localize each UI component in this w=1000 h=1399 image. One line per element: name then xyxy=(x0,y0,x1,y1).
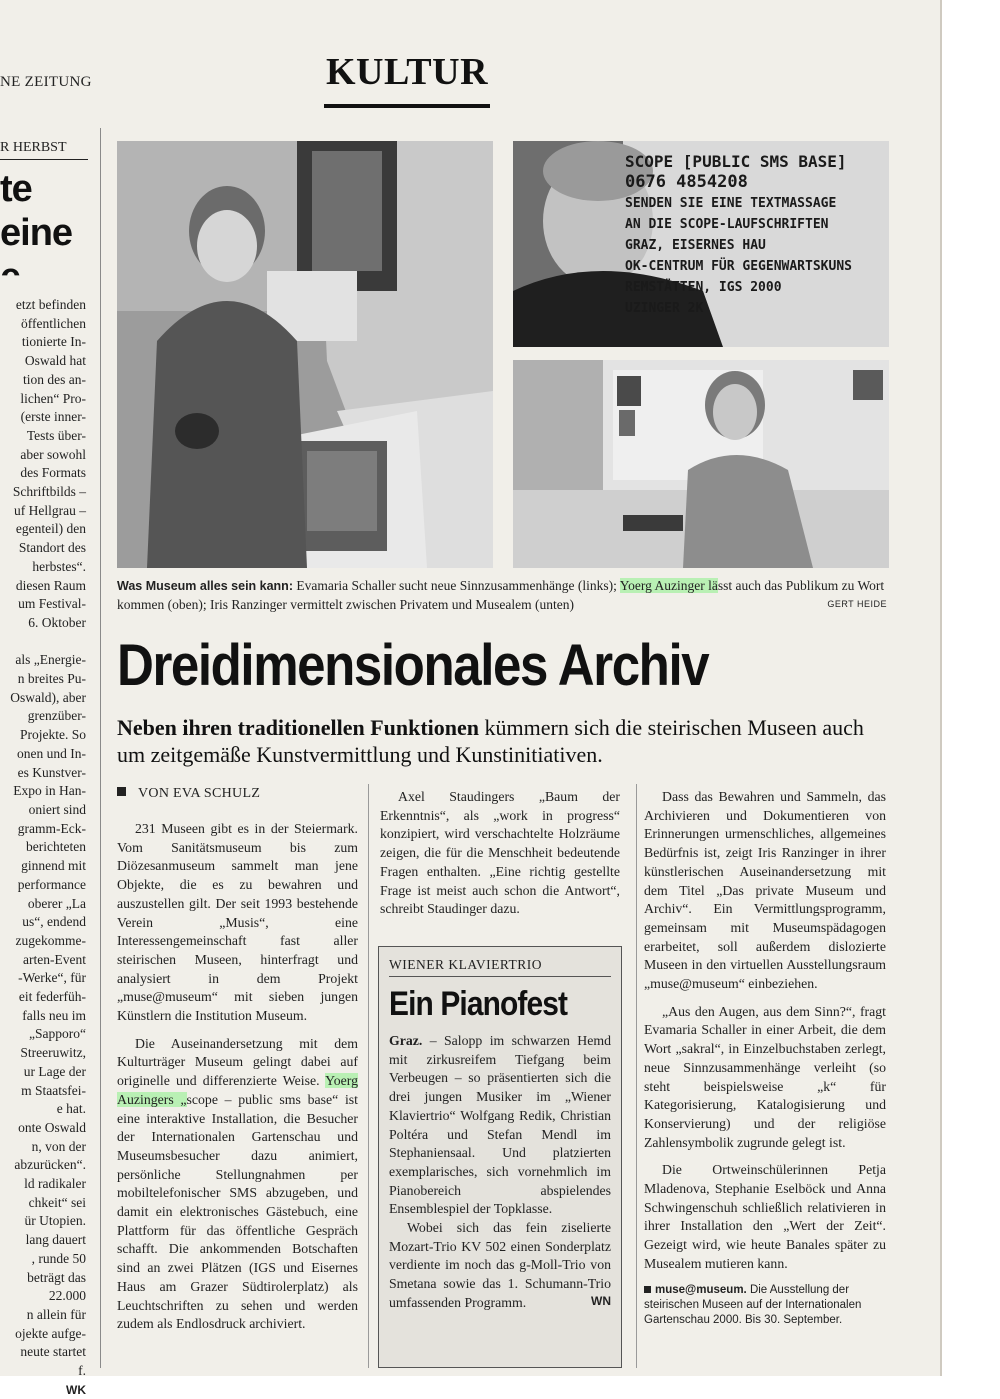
left-column-line: herbstes“. xyxy=(32,558,86,574)
left-column-line: ld radikaler xyxy=(24,1176,86,1192)
photo-iris-ranzinger xyxy=(513,360,889,568)
left-column-line: ojekte aufge- xyxy=(15,1325,86,1341)
left-column-line: n allein für xyxy=(26,1306,86,1322)
left-column-line: 6. Oktober xyxy=(28,614,86,630)
caption-highlight: Yoerg Auzinger lä xyxy=(619,578,718,593)
paragraph-text: Die Auseinandersetzung mit dem Kulturträger Museum gelingt dabei auf originelle und differenzierte Weise. xyxy=(117,1035,358,1089)
left-column-line: als „Energie- xyxy=(15,652,86,668)
caption-text: sst auch das Publikum zu Wort kommen (oben); Iris Ranzinger vermittelt zwischen Privatem und Musealem (unten) xyxy=(117,578,885,612)
column-divider xyxy=(368,784,369,1368)
byline xyxy=(117,786,260,802)
left-column-line: beträgt das xyxy=(27,1269,86,1285)
paragraph-text: scope – public sms base“ ist eine interaktive Installation, die Besucher der Internationalen Gartenschau und Museumsbesucher dazu animiert, persönliche Stellungnahmen per mobiltelefonischer SMS abzugeben, und damit ein elektronisches Gästebuch, eine Plattform für das öffentliche Gespräch schafft. Die ankommenden Botschaften sind an zwei Plätzen (IGS und Eisernes Haus am Grazer Südtirolerplatz) als Leuchtschriften zu sehen und werden zudem als Endlosdruck archiviert. xyxy=(117,1091,358,1332)
left-column-line: falls neu im xyxy=(22,1007,86,1023)
left-column-line: 22.000 xyxy=(48,1288,86,1304)
note-bold: muse@museum. xyxy=(655,1283,747,1296)
box-kicker: WIENER KLAVIERTRIO xyxy=(389,957,611,977)
left-column-line: uf Hellgrau – xyxy=(14,502,86,518)
byline-square-icon xyxy=(117,787,126,796)
sidebar-box xyxy=(378,946,622,1368)
left-column-line: Projekte. So xyxy=(20,727,86,743)
left-column-line: zugekomme- xyxy=(15,932,86,948)
sign-line: OK-CENTRUM FÜR GEGENWARTSKUNS xyxy=(625,259,852,274)
left-column-line: Streeruwitz, xyxy=(20,1045,86,1061)
caption-lead: Was Museum alles sein kann: xyxy=(117,579,293,593)
highlighted-text: Yoerg Auzingers „ xyxy=(117,1073,358,1107)
article-headline: Dreidimensionales Archiv xyxy=(117,633,709,698)
left-column-line: um Festival- xyxy=(18,596,86,612)
left-column-line: performance xyxy=(17,876,86,892)
photo-credit: GERT HEIDE xyxy=(827,599,887,609)
column-divider xyxy=(100,128,101,1368)
left-column-line: n breites Pu- xyxy=(17,671,86,687)
left-column-line: diesen Raum xyxy=(15,577,86,593)
note-square-icon xyxy=(644,1286,651,1293)
section-title: KULTUR xyxy=(325,51,489,93)
page-edge xyxy=(940,0,942,1376)
sign-line: UZINGER 2K xyxy=(625,301,704,316)
left-column-line: eit federfüh- xyxy=(18,989,86,1005)
left-column-line: onte Oswald xyxy=(18,1119,86,1135)
left-column-line: „Sapporo“ xyxy=(29,1026,86,1042)
left-column-line: lang dauert xyxy=(25,1232,86,1248)
photo-evamaria-schaller xyxy=(117,141,493,568)
left-column-line xyxy=(0,633,86,652)
sign-line: REMSTÄTTEN, IGS 2000 xyxy=(625,280,782,295)
deck-bold: Neben ihren traditionellen Funktionen xyxy=(117,715,480,740)
left-column-header: R HERBST xyxy=(0,140,88,160)
left-column-line: (erste inner- xyxy=(20,409,86,425)
sign-line: GRAZ, EISERNES HAU xyxy=(625,238,766,253)
left-column-line: , runde 50 xyxy=(31,1250,86,1266)
left-column-line: oberer „La xyxy=(27,895,86,911)
paragraph: „Aus den Augen, aus dem Sinn?“, fragt Evamaria Schaller in einer Arbeit, die dem Wort „sakral“, in Einzelbuchstaben zerlegt, neue Sinnzusammenhänge verleiht (so steht beispielsweise „k“ für Kategorisierung, Katalogisierung und Konservierung) und der religiöse Zahlensymbolik zugrunde gelegt ist. xyxy=(644,1003,886,1150)
paragraph: 231 Museen gibt es in der Steiermark. Vom Sanitätsmuseum bis zum Diözesanmuseum sammelt man jene Objekte, die es zu bewahren und auszustellen gilt. Der seit 1993 bestehende Verein „Musis“, eine Interessengemeinschaft fast aller steirischen Museen, hinterfragt und analysiert in dem Projekt „muse@museum“ mit sieben jungen Künstlern die Institution Museum. xyxy=(117,821,358,1024)
left-column-line: Schriftbilds – xyxy=(12,484,86,500)
left-column-line: es Kunstver- xyxy=(17,764,86,780)
left-column-line: n, von der xyxy=(31,1138,86,1154)
sign-text xyxy=(625,151,887,319)
left-column-line: oniert sind xyxy=(28,801,86,817)
article-column-2 xyxy=(380,788,620,928)
left-column-line: des Formats xyxy=(20,465,86,481)
left-headline-line: te xyxy=(0,168,32,210)
left-column-line: -Werke“, für xyxy=(18,970,86,986)
left-column-line: neute startet xyxy=(20,1344,86,1360)
left-column-line: onen und In- xyxy=(17,745,86,761)
caption-text: Evamaria Schaller sucht neue Sinnzusammenhänge (links); xyxy=(292,578,620,593)
box-text xyxy=(389,1032,611,1313)
left-column-line: egenteil) den xyxy=(15,521,86,537)
left-column-line: m Staatsfei- xyxy=(21,1082,86,1098)
section-rule xyxy=(324,104,490,108)
left-column-line: ur Lage der xyxy=(23,1063,86,1079)
left-column-line: chkeit“ sei xyxy=(28,1194,86,1210)
box-signature: WN xyxy=(591,1293,611,1308)
left-column-line: berichteten xyxy=(26,839,86,855)
left-column-line: f. xyxy=(78,1363,86,1379)
left-column-line: lichen“ Pro- xyxy=(20,390,86,406)
paragraph: Dass das Bewahren und Sammeln, das Archivieren und Dokumentieren von Erinnerungen urmenschliches, allgemeines Bedürfnis ist, zeigt Iris Ranzinger in ihrer künstlerischen Auseinandersetzung mit dem Titel „Das private Museum und Archiv“. Ein Vermittlungsprogramm, gemeinsam mit Museumspädagogen erarbeitet, soll außerdem dislozierte Museen in den virtuellen Ausstellungsraum „muse@museum“ einbeziehen. xyxy=(644,789,886,992)
left-column-line: grenzüber- xyxy=(27,708,86,724)
left-column-line: arten-Event xyxy=(23,951,86,967)
box-title: Ein Pianofest xyxy=(389,985,568,1023)
deck-text: kümmern sich die steirischen Museen auch um zeitgemäße Kunstvermittlung und Kunstinitiativen. xyxy=(117,715,864,767)
article-column-1 xyxy=(117,820,358,1343)
note-text: Die Ausstellung der steirischen Museen auf der Internationalen Gartenschau 2000. Bis 30. September. xyxy=(644,1283,862,1326)
paragraph: Die Ortweinschülerinnen Petja Mladenova, Stephanie Eselböck und Anna Schwingenschuh schließlich relativieren in ihrer Installation den „Wert der Zeit“. Gezeigt wird, wie heute Banales später zu Musealem mutieren kann. xyxy=(644,1162,886,1271)
left-column-line: abzurücken“. xyxy=(14,1157,86,1173)
left-column-line: Tests über- xyxy=(26,427,86,443)
left-column-line: Oswald), aber xyxy=(10,689,86,705)
left-column-line: aber sowohl xyxy=(20,446,86,462)
sign-line: SCOPE [PUBLIC SMS BASE] xyxy=(625,152,847,171)
dateline: Graz. xyxy=(389,1033,423,1048)
left-column-signature: WK xyxy=(66,1382,86,1397)
left-column-line: Standort des xyxy=(18,540,86,556)
paragraph-text: – Salopp im schwarzen Hemd mit zirkusreifem Tiefgang beim Verbeugen – so präsentierten sich die drei jungen Musiker im „Wiener Klaviertrio“ Wolfgang Redik, Christian Poltéra und Stefan Mendl im Stephaniensaal. Und platzierten exemplarisches, sich vornehmlich im Pianobereich abspielendes Ensemblespiel der Topklasse. xyxy=(389,1033,611,1217)
article-deck xyxy=(117,714,877,768)
masthead: NE ZEITUNG xyxy=(0,74,92,90)
left-column-line: Oswald hat xyxy=(24,353,86,369)
left-column-line: öffentlichen xyxy=(21,315,86,331)
byline-text: VON EVA SCHULZ xyxy=(138,786,261,801)
photo-yoerg-auzinger xyxy=(513,141,889,347)
left-column-line: e hat. xyxy=(56,1101,86,1117)
paragraph: Axel Staudingers „Baum der Erkenntnis“, als „work in progress“ konzipiert, wird verschachtelte Holzräume zeigen, die für die Menschheit bedeutende Fragen enthalten. „Eine richtig gestellte Frage ist meist auch schon die Antwort“, schreibt Staudinger dazu. xyxy=(380,789,620,917)
left-column-line: gramm-Eck- xyxy=(17,820,86,836)
sign-line: AN DIE SCOPE-LAUFSCHRIFTEN xyxy=(625,217,829,232)
left-column-text xyxy=(0,296,86,1399)
left-column-line: ginnend mit xyxy=(21,858,86,874)
left-column-line: tion des an- xyxy=(23,371,86,387)
paragraph-text: Wobei sich das fein ziselierte Mozart-Trio KV 502 einen Sonderplatz verdiente im noch das g-Moll-Trio von Smetana sowie das 1. Schumann-Trio umfassenden Programm. xyxy=(389,1220,611,1310)
left-column-line: us“, endend xyxy=(22,914,86,930)
left-column-line: Expo in Han- xyxy=(13,783,86,799)
photo-caption xyxy=(117,576,887,614)
info-note xyxy=(644,1283,886,1328)
left-headline-line: eine xyxy=(0,212,73,254)
column-divider xyxy=(636,784,637,1368)
left-column-line: etzt befinden xyxy=(15,297,86,312)
sign-line: SENDEN SIE EINE TEXTMASSAGE xyxy=(625,196,837,211)
sign-line: 0676 4854208 xyxy=(625,172,748,192)
article-column-3 xyxy=(644,788,886,1328)
left-column-line: ür Utopien. xyxy=(24,1213,86,1229)
paragraph xyxy=(117,1035,358,1334)
left-column-line: tionierte In- xyxy=(21,334,86,350)
